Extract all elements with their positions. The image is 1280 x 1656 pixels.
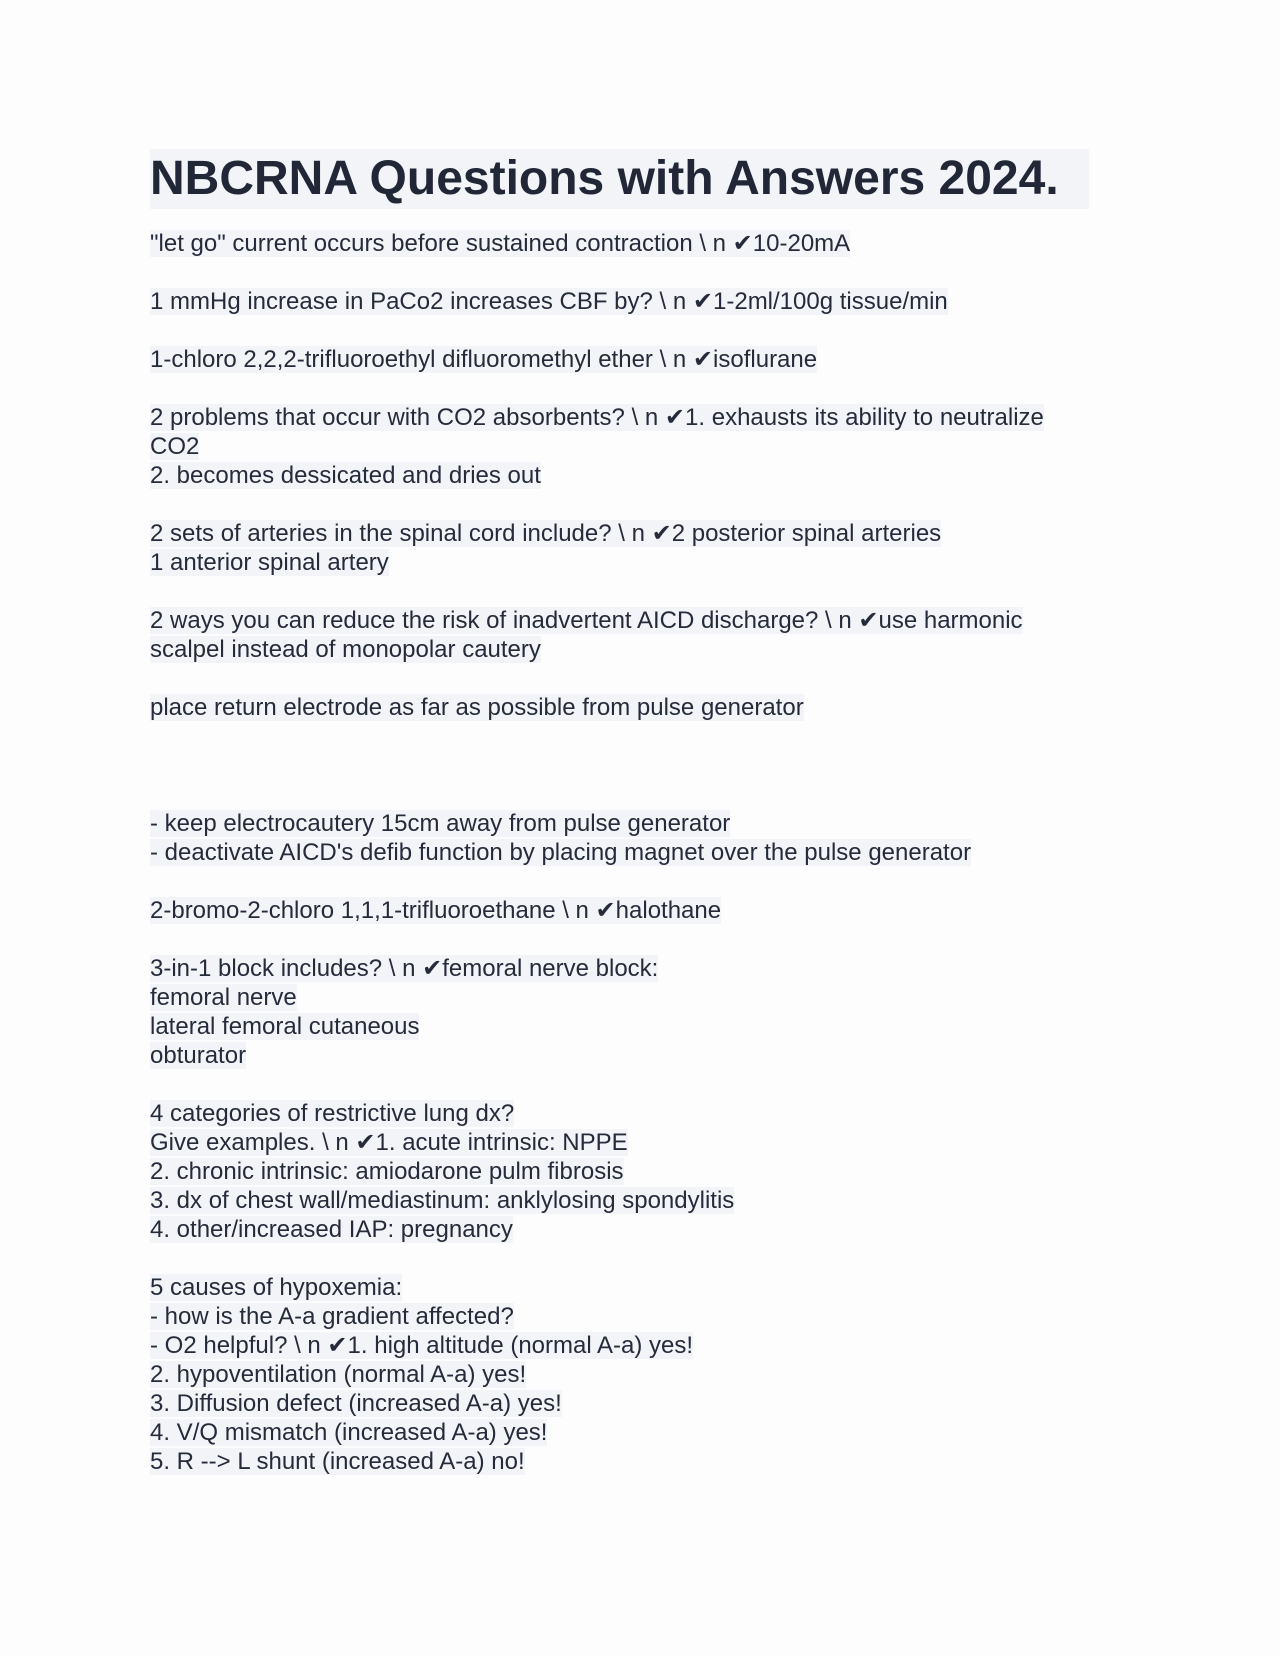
entry-line xyxy=(150,1157,1130,1186)
entry-line xyxy=(150,345,1130,374)
entry-line-text: place return electrode as far as possible from pulse generator xyxy=(150,694,804,721)
entry-line-text: Give examples. \ n ✔1. acute intrinsic: NPPE xyxy=(150,1129,628,1156)
entry-line xyxy=(150,1273,1130,1302)
qa-entries xyxy=(150,229,1130,1476)
qa-entry xyxy=(150,954,1130,1070)
entry-line xyxy=(150,1012,1130,1041)
entry-line xyxy=(150,983,1130,1012)
document-content xyxy=(150,149,1130,1505)
entry-line-text: lateral femoral cutaneous xyxy=(150,1013,420,1040)
entry-line-text: 2 sets of arteries in the spinal cord include? \ n ✔2 posterior spinal arteries xyxy=(150,520,942,547)
entry-line-text: - O2 helpful? \ n ✔1. high altitude (normal A-a) yes! xyxy=(150,1332,694,1359)
entry-line xyxy=(150,403,1130,432)
title-block xyxy=(150,149,1089,209)
entry-line-text: "let go" current occurs before sustained contraction \ n ✔10-20mA xyxy=(150,230,851,257)
entry-line xyxy=(150,1041,1130,1070)
entry-line-text: obturator xyxy=(150,1042,247,1069)
entry-line xyxy=(150,693,1130,722)
entry-line-text: 2-bromo-2-chloro 1,1,1-trifluoroethane \ n ✔halothane xyxy=(150,897,722,924)
qa-entry xyxy=(150,693,1130,722)
document-title: NBCRNA Questions with Answers 2024. xyxy=(150,152,1059,205)
entry-line xyxy=(150,1331,1130,1360)
entry-line-text: 1 mmHg increase in PaCo2 increases CBF by? \ n ✔1-2ml/100g tissue/min xyxy=(150,288,948,315)
qa-entry xyxy=(150,403,1130,490)
qa-entry xyxy=(150,606,1130,664)
entry-line-text: CO2 xyxy=(150,433,200,460)
qa-entry xyxy=(150,1273,1130,1476)
qa-entry xyxy=(150,1099,1130,1244)
entry-line-text: 2. becomes dessicated and dries out xyxy=(150,462,541,489)
entry-line xyxy=(150,954,1130,983)
entry-line xyxy=(150,1099,1130,1128)
qa-entry xyxy=(150,345,1130,374)
entry-line-text: 2 problems that occur with CO2 absorbents? \ n ✔1. exhausts its ability to neutralize xyxy=(150,404,1044,431)
entry-line xyxy=(150,809,1130,838)
entry-line-text: 2. chronic intrinsic: amiodarone pulm fibrosis xyxy=(150,1158,624,1185)
entry-line-text: 3. dx of chest wall/mediastinum: anklylosing spondylitis xyxy=(150,1187,735,1214)
entry-line xyxy=(150,1418,1130,1447)
entry-line xyxy=(150,461,1130,490)
entry-line xyxy=(150,229,1130,258)
entry-line xyxy=(150,432,1130,461)
entry-line-text: scalpel instead of monopolar cautery xyxy=(150,636,541,663)
qa-entry xyxy=(150,809,1130,867)
entry-line-text: 3. Diffusion defect (increased A-a) yes! xyxy=(150,1390,562,1417)
entry-line xyxy=(150,838,1130,867)
entry-line-text: 5 causes of hypoxemia: xyxy=(150,1274,403,1301)
qa-entry xyxy=(150,229,1130,258)
entry-line xyxy=(150,287,1130,316)
entry-line xyxy=(150,1302,1130,1331)
entry-line xyxy=(150,1128,1130,1157)
entry-line xyxy=(150,606,1130,635)
qa-entry xyxy=(150,519,1130,577)
entry-line-text: 1-chloro 2,2,2-trifluoroethyl difluoromethyl ether \ n ✔isoflurane xyxy=(150,346,818,373)
entry-line-text: 4. other/increased IAP: pregnancy xyxy=(150,1216,513,1243)
entry-line-text: - deactivate AICD's defib function by placing magnet over the pulse generator xyxy=(150,839,972,866)
entry-line-text: 2. hypoventilation (normal A-a) yes! xyxy=(150,1361,527,1388)
entry-line-text: femoral nerve xyxy=(150,984,297,1011)
entry-line xyxy=(150,1186,1130,1215)
qa-entry xyxy=(150,287,1130,316)
entry-line xyxy=(150,548,1130,577)
entry-line-text: 4 categories of restrictive lung dx? xyxy=(150,1100,515,1127)
entry-line-text: - how is the A-a gradient affected? xyxy=(150,1303,514,1330)
entry-line xyxy=(150,896,1130,925)
entry-line-text: 4. V/Q mismatch (increased A-a) yes! xyxy=(150,1419,548,1446)
entry-line xyxy=(150,635,1130,664)
entry-line-text: 1 anterior spinal artery xyxy=(150,549,389,576)
entry-line xyxy=(150,1215,1130,1244)
entry-line xyxy=(150,1447,1130,1476)
entry-line-text: 2 ways you can reduce the risk of inadvertent AICD discharge? \ n ✔use harmonic xyxy=(150,607,1023,634)
entry-line xyxy=(150,1389,1130,1418)
entry-line-text: 3-in-1 block includes? \ n ✔femoral nerve block: xyxy=(150,955,659,982)
qa-entry xyxy=(150,896,1130,925)
entry-line xyxy=(150,519,1130,548)
entry-line xyxy=(150,1360,1130,1389)
entry-line-text: 5. R --> L shunt (increased A-a) no! xyxy=(150,1448,525,1475)
entry-line-text: - keep electrocautery 15cm away from pulse generator xyxy=(150,810,731,837)
